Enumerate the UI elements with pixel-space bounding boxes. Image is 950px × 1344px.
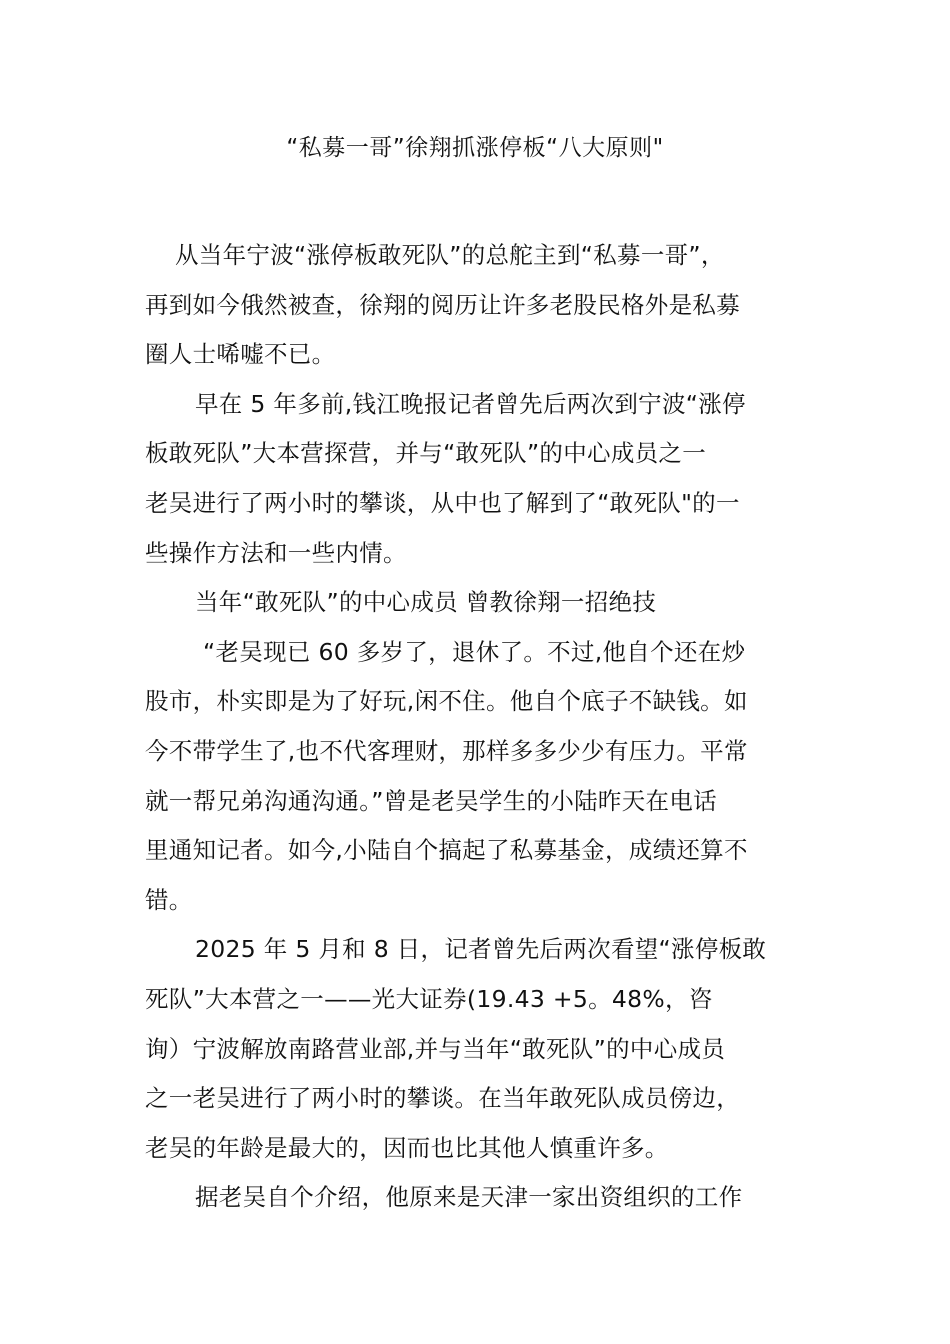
body-line: 2025 年 5 月和 8 日，记者曾先后两次看望“涨停板敢 [195, 935, 767, 964]
body-line: 当年“敢死队”的中心成员 曾教徐翔一招绝技 [195, 588, 657, 617]
body-line: 股市，朴实即是为了好玩,闲不住。他自个底子不缺钱。如 [145, 687, 748, 716]
document-body [145, 231, 815, 1223]
body-line: 圈人士唏嘘不已。 [145, 340, 336, 369]
body-line: 老吴的年龄是最大的，因而也比其他人慎重许多。 [145, 1133, 669, 1162]
body-line: 再到如今俄然被查，徐翔的阅历让许多老股民格外是私募 [145, 290, 740, 319]
body-line: 里通知记者。如今,小陆自个搞起了私募基金，成绩还算不 [145, 836, 748, 865]
body-line: 老吴进行了两小时的攀谈，从中也了解到了“敢死队"的一 [145, 488, 740, 517]
body-line: 死队”大本营之一——光大证券(19.43 +5。48%，咨 [145, 984, 713, 1013]
body-line: 板敢死队”大本营探营，并与“敢死队”的中心成员之一 [145, 439, 707, 468]
body-line: 今不带学生了,也不代客理财，那样多多少少有压力。平常 [145, 736, 748, 765]
body-line: 些操作方法和一些内情。 [145, 538, 407, 567]
body-line: 早在 5 年多前,钱江晚报记者曾先后两次到宁波“涨停 [195, 389, 746, 418]
body-line: 错。 [145, 885, 193, 914]
body-line: 询）宁波解放南路营业部,并与当年“敢死队”的中心成员 [145, 1034, 726, 1063]
body-line: 从当年宁波“涨停板敢死队”的总舵主到“私募一哥”， [175, 241, 725, 269]
body-line: 之一老吴进行了两小时的攀谈。在当年敢死队成员傍边， [145, 1084, 740, 1113]
body-line: 就一帮兄弟沟通沟通。”曾是老吴学生的小陆昨天在电话 [145, 786, 717, 815]
document-title: “私募一哥”徐翔抓涨停板“八大原则" [286, 135, 664, 161]
body-line: 据老吴自个介绍，他原来是天津一家出资组织的工作 [195, 1183, 743, 1212]
body-line: “老吴现已 60 多岁了，退休了。不过,他自个还在炒 [203, 637, 746, 666]
